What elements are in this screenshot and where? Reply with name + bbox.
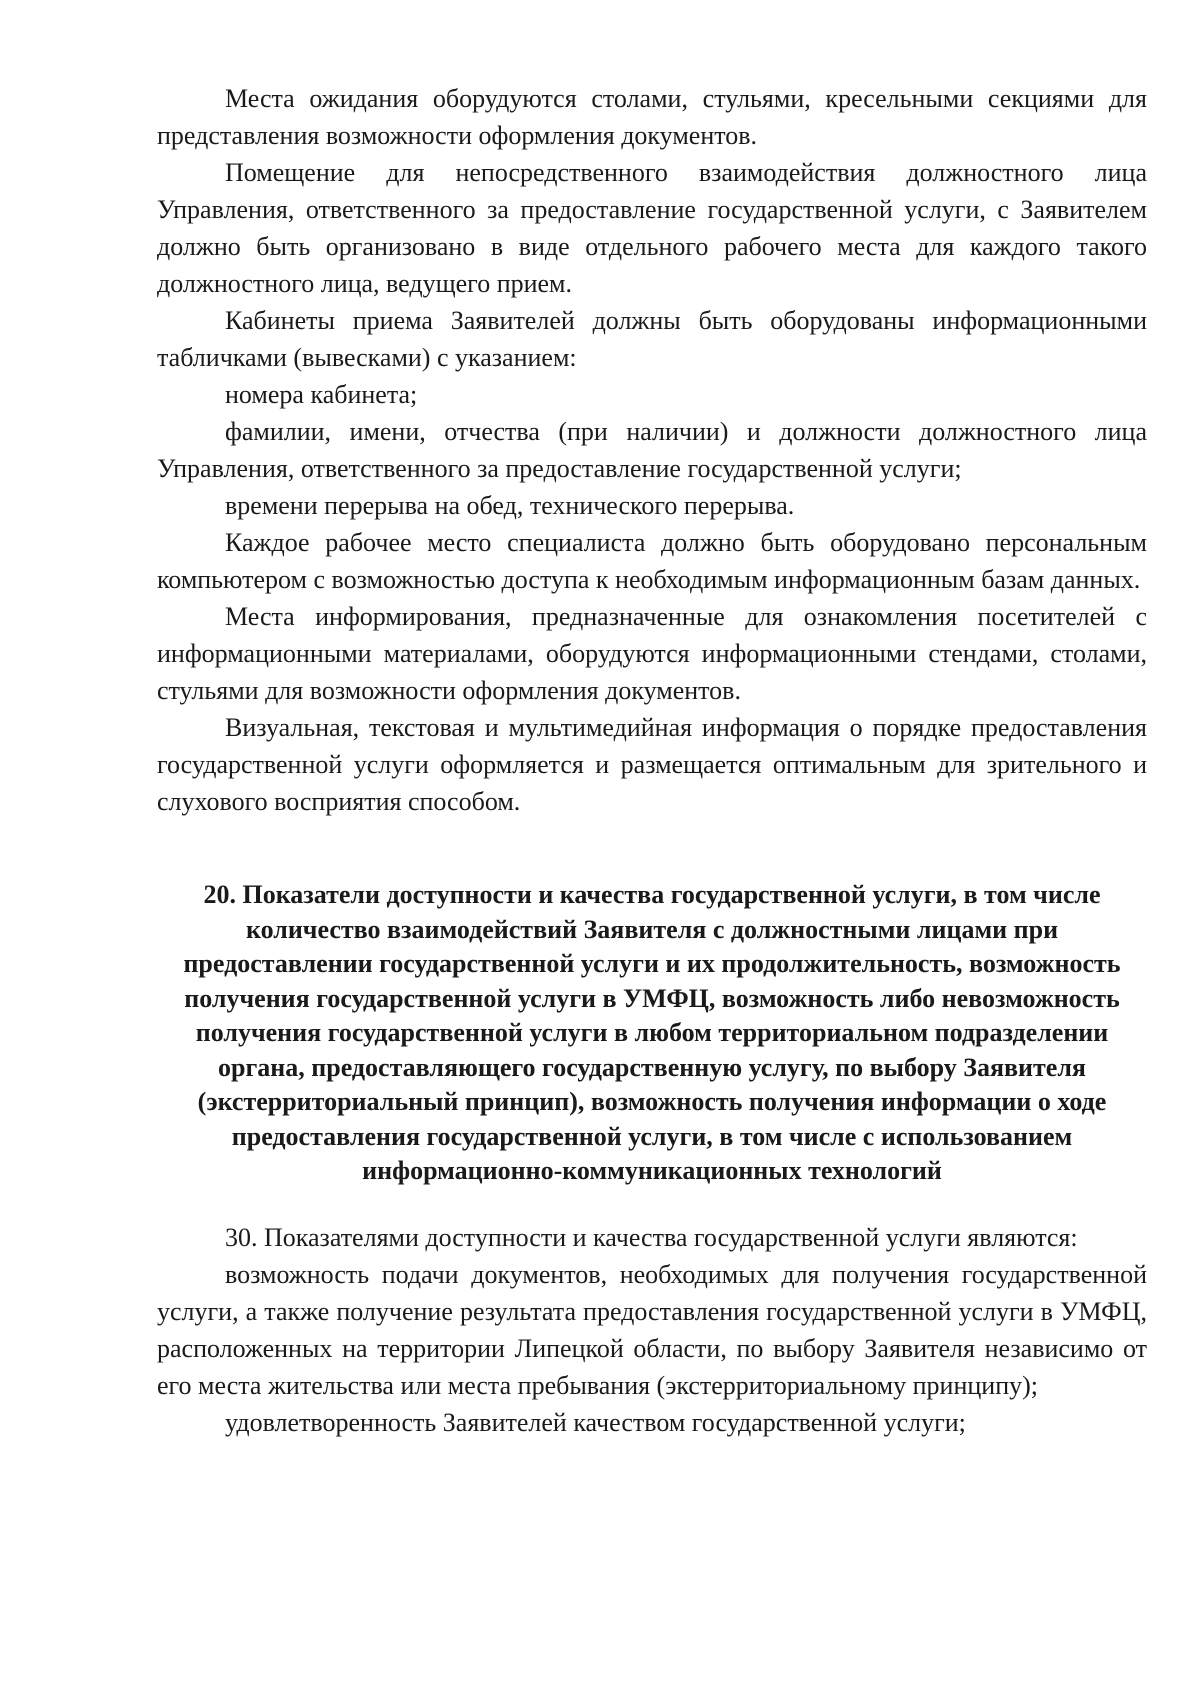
paragraph-workplace-computer: Каждое рабочее место специалиста должно быть оборудовано персональным компьютером с возможностью доступа к необходимым информационным базам данных. [157,528,1147,594]
paragraph-reception-offices: Кабинеты приема Заявителей должны быть оборудованы информационными табличками (вывесками) с указанием: [157,306,1147,372]
paragraph-multimedia-information: Визуальная, текстовая и мультимедийная информация о порядке предоставления государственной услуги оформляется и размещается оптимальным для зрительного и слухового восприятия способом. [157,713,1147,816]
document-body [157,80,1147,1441]
list-item-office-number: номера кабинета; [225,380,418,409]
section-heading: 20. Показатели доступности и качества государственной услуги, в том числе количество взаимодействий Заявителя с должностными лицами при предоставлении государственной услуги и их продолжительность, возможность получения государственной услуги в УМФЦ, возможность либо невозможность получения государственной услуги в любом территориальном подразделении органа, предоставляющего государственную услугу, по выбору Заявителя (экстерриториальный принцип), возможность получения информации о ходе предоставления государственной услуги, в том числе с использованием информационно-коммуникационных технологий [183,880,1121,1185]
paragraph-indicators-intro: 30. Показателями доступности и качества государственной услуги являются: [225,1222,1078,1252]
paragraph-information-places: Места информирования, предназначенные для ознакомления посетителей с информационными материалами, оборудуются информационными стендами, столами, стульями для возможности оформления документов. [157,602,1147,705]
list-item-official-name: фамилии, имени, отчества (при наличии) и должности должностного лица Управления, ответственного за предоставление государственной услуги; [157,417,1147,483]
list-item-document-submission: возможность подачи документов, необходимых для получения государственной услуги, а также получение результата предоставления государственной услуги в УМФЦ, расположенных на территории Липецкой области, по выбору Заявителя независимо от его места жительства или места пребывания (экстерриториальному принципу); [157,1259,1147,1400]
paragraph-interaction-room: Помещение для непосредственного взаимодействия должностного лица Управления, ответственного за предоставление государственной услуги, с Заявителем должно быть организовано в виде отдельного рабочего места для каждого такого должностного лица, ведущего прием. [157,158,1147,298]
paragraph-waiting-areas: Места ожидания оборудуются столами, стульями, кресельными секциями для представления возможности оформления документов. [157,84,1147,150]
list-item-applicant-satisfaction: удовлетворенность Заявителей качеством государственной услуги; [225,1407,966,1437]
list-item-break-time: времени перерыва на обед, технического перерыва. [225,491,795,520]
